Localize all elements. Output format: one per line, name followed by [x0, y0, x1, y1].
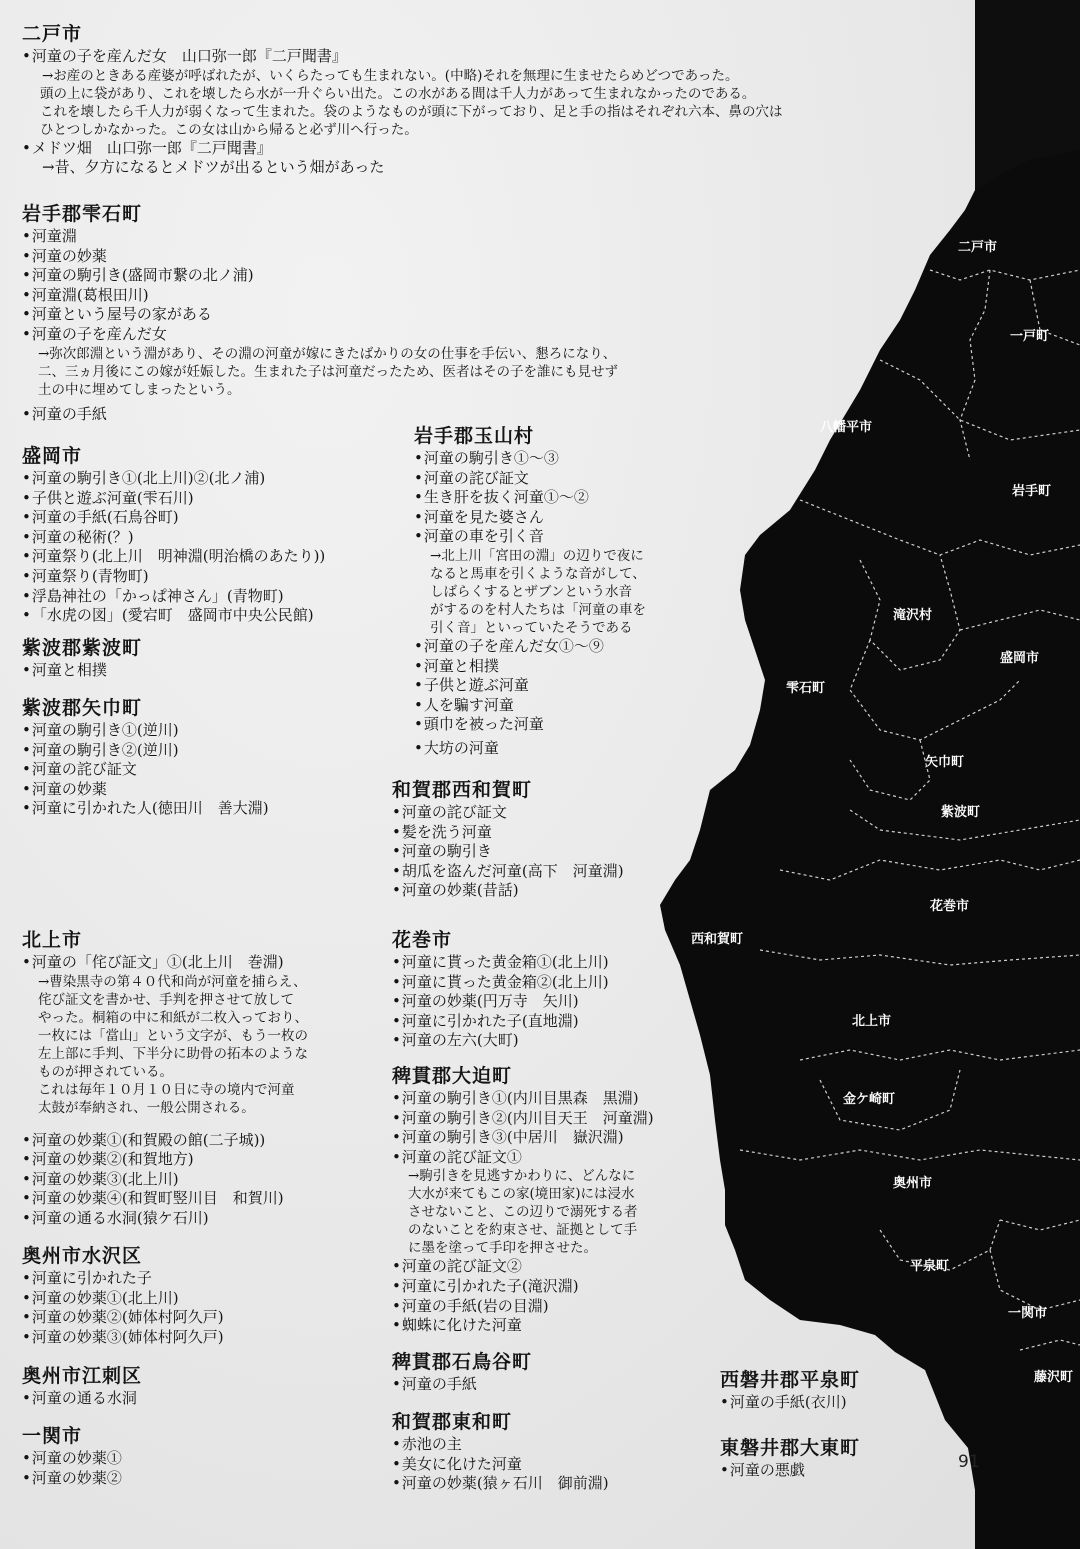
section-title: 和賀郡東和町 — [392, 1411, 513, 1433]
map-label-fujisawa: 藤沢町 — [1034, 1370, 1074, 1385]
list-item: • 美女に化けた河童 — [392, 1455, 609, 1475]
list-item: • 河童に貰った黄金箱①(北上川) — [392, 953, 609, 973]
list-item: • 河童祭り(青物町) — [22, 567, 325, 587]
map-label-ninohe: 二戸市 — [958, 240, 998, 255]
map-label-hiraizumi: 平泉町 — [910, 1259, 950, 1274]
section-ninohe — [22, 22, 783, 176]
list-item: • 河童祭り(北上川 明神淵(明治橋のあたり)) — [22, 547, 325, 567]
list-item: • 河童の妙薬① — [22, 1449, 122, 1469]
list-item: • 河童の子を産んだ女 山口弥一郎『二戸聞書』 — [22, 47, 783, 67]
map-label-hachimantai: 八幡平市 — [820, 420, 873, 435]
section-title: 東磐井郡大東町 — [720, 1437, 861, 1459]
list-item: • 河童の妙薬 — [22, 247, 618, 267]
section-morioka — [22, 444, 325, 626]
section-esashi — [22, 1364, 142, 1409]
list-item: • 河童の「侘び証文」①(北上川 巻淵) — [22, 953, 308, 973]
section-title: 稗貫郡石鳥谷町 — [392, 1351, 533, 1373]
list-item: • 河童に引かれた子(滝沢淵) — [392, 1277, 654, 1297]
map-label-takizawa: 滝沢村 — [893, 608, 933, 623]
list-item: • 「水虎の図」(愛宕町 盛岡市中央公民館) — [22, 606, 325, 626]
note-line: しばらくするとザブンという水音 — [430, 583, 632, 600]
section-daito — [720, 1436, 860, 1481]
list-item: • 河童の手紙(石鳥谷町) — [22, 508, 325, 528]
note-line: ひとつしかなかった。この女は山から帰ると必ず川へ行った。 — [40, 121, 418, 138]
list-item: • 人を騙す河童 — [414, 696, 646, 716]
list-item: • 河童の子を産んだ女①～⑨ — [414, 637, 646, 657]
list-item: • 河童の駒引き①(北上川)②(北ノ浦) — [22, 469, 325, 489]
list-item: • 河童の駒引き(盛岡市繋の北ノ浦) — [22, 266, 618, 286]
list-item: • 大坊の河童 — [414, 739, 646, 759]
section-title: 北上市 — [22, 929, 83, 951]
section-hiraizumi — [720, 1368, 860, 1413]
list-item: • 河童の詫び証文② — [392, 1257, 654, 1277]
list-item: • 河童の妙薬(猿ヶ石川 御前淵) — [392, 1474, 609, 1494]
section-title: 岩手郡玉山村 — [414, 425, 535, 447]
section-tamayama — [414, 424, 646, 759]
list-item: • 河童淵(葛根田川) — [22, 286, 618, 306]
map-label-ichinohe: 一戸町 — [1010, 329, 1050, 344]
list-item: • 河童に引かれた子 — [22, 1269, 224, 1289]
list-item: • 河童の駒引き①(内川目黒森 黒淵) — [392, 1089, 654, 1109]
map-label-shizukuishi: 雫石町 — [786, 681, 826, 696]
section-title: 稗貫郡大迫町 — [392, 1065, 513, 1087]
map-label-oshu: 奥州市 — [893, 1176, 933, 1191]
list-item: • 河童の妙薬④(和賀町竪川目 和賀川) — [22, 1189, 308, 1209]
list-item: • 河童の妙薬② — [22, 1469, 122, 1489]
list-item: • 河童の通る水洞 — [22, 1389, 142, 1409]
note-line: 左上部に手判、下半分に助骨の拓本のような — [38, 1045, 308, 1062]
section-yahaba — [22, 696, 269, 819]
note-line: →昔、夕方になるとメドツが出るという畑があった — [42, 158, 385, 177]
list-item: • 河童の妙薬②(姉体村阿久戸) — [22, 1308, 224, 1328]
map-label-kitakami: 北上市 — [852, 1014, 892, 1029]
note-line: →お産のときある産婆が呼ばれたが、いくらたっても生まれない。(中略)それを無理に生ませたらめどつであった。 — [42, 67, 739, 84]
list-item: • 河童の手紙(衣川) — [720, 1393, 860, 1413]
list-item: • 蜘蛛に化けた河童 — [392, 1316, 654, 1336]
map-label-nishiwaga: 西和賀町 — [691, 932, 744, 947]
section-title: 和賀郡西和賀町 — [392, 779, 533, 801]
list-item: • 河童の詫び証文 — [392, 803, 624, 823]
list-item: • 河童に貰った黄金箱②(北上川) — [392, 973, 609, 993]
list-item: • 河童という屋号の家がある — [22, 305, 618, 325]
section-kitakami — [22, 928, 308, 1229]
map-label-hanamaki: 花巻市 — [930, 899, 970, 914]
list-item: • 河童の駒引き②(内川目天王 河童淵) — [392, 1109, 654, 1129]
map-label-shiwa: 紫波町 — [941, 805, 981, 820]
section-title: 紫波郡矢巾町 — [22, 697, 143, 719]
list-item: • 河童の詫び証文 — [414, 469, 646, 489]
section-shizukuishi — [22, 202, 618, 424]
section-nishiwaga — [392, 778, 624, 901]
note-line: 大水が来てもこの家(境田家)には浸水 — [408, 1186, 635, 1203]
list-item: • 河童の駒引き②(逆川) — [22, 741, 269, 761]
list-item: • 河童の手紙 — [22, 405, 618, 425]
section-title: 奥州市江刺区 — [22, 1365, 143, 1387]
note-line: これを壊したら千人力が弱くなって生まれた。袋のようなものが頭に下がっており、足と手の指はそれぞれ六本、鼻の穴は — [40, 103, 783, 120]
section-towa — [392, 1410, 609, 1494]
note-line: 太鼓が奉納され、一般公開される。 — [38, 1099, 255, 1116]
section-title: 花巻市 — [392, 929, 453, 951]
list-item: • 河童淵 — [22, 227, 618, 247]
list-item: • 河童の手紙(岩の目淵) — [392, 1297, 654, 1317]
section-shiwacho — [22, 636, 142, 681]
list-item: • 河童の駒引き — [392, 842, 624, 862]
list-item: • 河童の妙薬③(北上川) — [22, 1170, 308, 1190]
list-item: • 河童と相撲 — [22, 661, 142, 681]
map-label-morioka: 盛岡市 — [1000, 651, 1040, 666]
note-line: がするのを村人たちは「河童の車を — [430, 601, 646, 618]
section-title: 奥州市水沢区 — [22, 1245, 143, 1267]
list-item: • メドツ畑 山口弥一郎『二戸聞書』 — [22, 139, 783, 159]
list-item: • 河童の駒引き①(逆川) — [22, 721, 269, 741]
list-item: • 河童の秘術(？) — [22, 528, 325, 548]
note-line: →弥次郎淵という淵があり、その淵の河童が嫁にきたばかりの女の仕事を手伝い、懇ろになり、 — [38, 345, 617, 362]
list-item: • 河童を見た婆さん — [414, 508, 646, 528]
section-title: 岩手郡雫石町 — [22, 203, 143, 225]
list-item: • 河童の妙薬(昔話) — [392, 881, 624, 901]
note-line: これは毎年１０月１０日に寺の境内で河童 — [38, 1081, 295, 1098]
list-item: • 河童の妙薬(円万寺 矢川) — [392, 992, 609, 1012]
list-item: • 河童の詫び証文 — [22, 760, 269, 780]
section-title: 西磐井郡平泉町 — [720, 1369, 861, 1391]
note-line: なると馬車を引くような音がして、 — [430, 565, 646, 582]
list-item: • 河童に引かれた人(徳田川 善大淵) — [22, 799, 269, 819]
section-ohasama — [392, 1064, 654, 1336]
note-line: →曹染黒寺の第４０代和尚が河童を捕らえ、 — [38, 973, 307, 990]
section-title: 二戸市 — [22, 23, 83, 45]
map-label-kanegasaki: 金ケ崎町 — [843, 1092, 896, 1107]
section-mizusawa — [22, 1244, 224, 1347]
list-item: • 河童の子を産んだ女 — [22, 325, 618, 345]
list-item: • 河童の手紙 — [392, 1375, 532, 1395]
page-number: 91 — [958, 1452, 980, 1472]
note-line: 一枚には「當山」という文字が、もう一枚の — [38, 1027, 308, 1044]
note-line: に墨を塗って手印を押させた。 — [408, 1240, 597, 1257]
list-item: • 子供と遊ぶ河童(雫石川) — [22, 489, 325, 509]
section-title: 紫波郡紫波町 — [22, 637, 143, 659]
list-item: • 河童の左六(大町) — [392, 1031, 609, 1051]
list-item: • 胡瓜を盗んだ河童(高下 河童淵) — [392, 862, 624, 882]
list-item: • 河童の車を引く音 — [414, 527, 646, 547]
note-line: →駒引きを見逃すかわりに、どんなに — [408, 1168, 636, 1185]
section-title: 一関市 — [22, 1425, 83, 1447]
list-item: • 河童の駒引き①～③ — [414, 449, 646, 469]
list-item: • 赤池の主 — [392, 1435, 609, 1455]
note-line: ものが押されている。 — [38, 1063, 173, 1080]
map-label-yahaba: 矢巾町 — [925, 755, 965, 770]
list-item: • 河童の妙薬②(和賀地方) — [22, 1150, 308, 1170]
list-item: • 河童の詫び証文① — [392, 1148, 654, 1168]
section-title: 盛岡市 — [22, 445, 83, 467]
map-label-iwate: 岩手町 — [1012, 484, 1052, 499]
section-ishidoriya — [392, 1350, 532, 1395]
map-label-ichinoseki: 一関市 — [1008, 1306, 1048, 1321]
list-item: • 生き肝を抜く河童①～② — [414, 488, 646, 508]
map-landmass — [660, 150, 1080, 1549]
list-item: • 河童の悪戯 — [720, 1461, 860, 1481]
list-item: • 河童の妙薬 — [22, 780, 269, 800]
note-line: のないことを約束させ、証拠として手 — [408, 1222, 638, 1239]
note-line: させないこと、この辺りで溺死する者 — [408, 1204, 638, 1221]
list-item: • 髪を洗う河童 — [392, 823, 624, 843]
list-item: • 河童の妙薬①(北上川) — [22, 1289, 224, 1309]
note-line: 引く音」といっていたそうである — [430, 619, 633, 636]
list-item: • 子供と遊ぶ河童 — [414, 676, 646, 696]
list-item: • 河童の妙薬①(和賀殿の館(二子城)) — [22, 1131, 308, 1151]
list-item: • 河童の駒引き③(中居川 嶽沢淵) — [392, 1128, 654, 1148]
note-line: 侘び証文を書かせ、手判を押させて放して — [38, 991, 295, 1008]
list-item: • 河童と相撲 — [414, 657, 646, 677]
list-item: • 頭巾を被った河童 — [414, 715, 646, 735]
section-hanamaki — [392, 928, 609, 1051]
note-line: 土の中に埋めてしまったという。 — [38, 381, 241, 398]
list-item: • 河童の妙薬③(姉体村阿久戸) — [22, 1328, 224, 1348]
list-item: • 浮島神社の「かっぱ神さん」(青物町) — [22, 587, 325, 607]
list-item: • 河童の通る水洞(猿ケ石川) — [22, 1209, 308, 1229]
list-item: • 河童に引かれた子(直地淵) — [392, 1012, 609, 1032]
section-ichinoseki — [22, 1424, 122, 1488]
note-line: →北上川「宮田の淵」の辺りで夜に — [430, 547, 644, 564]
note-line: 二、三ヵ月後にこの嫁が妊娠した。生まれた子は河童だったため、医者はその子を誰にも見せず — [38, 363, 618, 380]
note-line: やった。桐箱の中に和紙が二枚入っており、 — [38, 1009, 308, 1026]
note-line: 頭の上に袋があり、これを壊したら水が一升ぐらい出た。この水がある間は千人力があって生まれなかったのである。 — [40, 85, 756, 102]
